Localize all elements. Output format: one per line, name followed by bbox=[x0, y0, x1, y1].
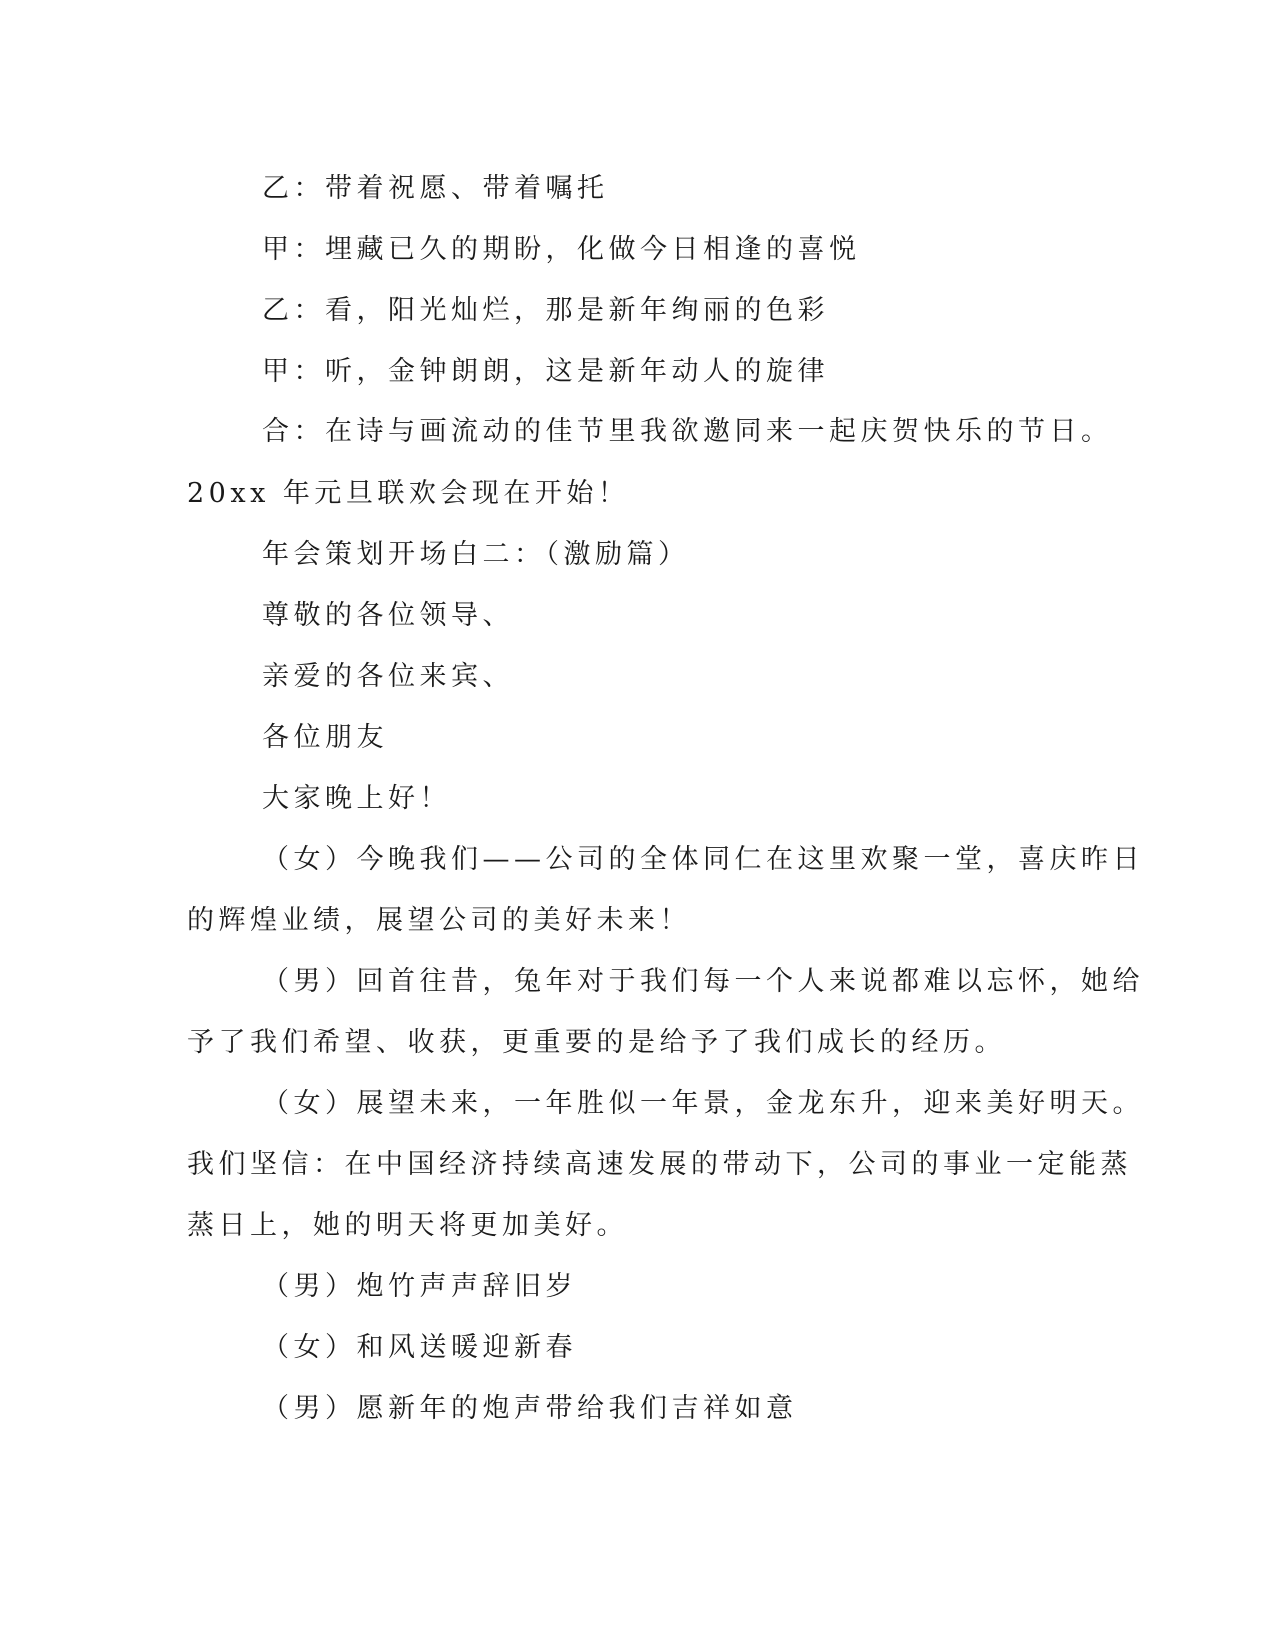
greeting-line: 尊敬的各位领导、 bbox=[262, 600, 514, 631]
dialogue-line-continued: 20xx 年元旦联欢会现在开始！ bbox=[187, 478, 630, 509]
dialogue-line: 甲：埋藏已久的期盼，化做今日相逢的喜悦 bbox=[262, 234, 861, 265]
paragraph-line-continued: 我们坚信：在中国经济持续高速发展的带动下，公司的事业一定能蒸 bbox=[187, 1149, 1132, 1180]
paragraph-line: （男）回首往昔，兔年对于我们每一个人来说都难以忘怀，她给 bbox=[262, 966, 1144, 997]
greeting-line: 大家晚上好！ bbox=[262, 783, 451, 814]
dialogue-line: 合：在诗与画流动的佳节里我欲邀同来一起庆贺快乐的节日。 bbox=[262, 416, 1113, 447]
greeting-line: 各位朋友 bbox=[262, 722, 388, 753]
dialogue-line: （女）和风送暖迎新春 bbox=[262, 1332, 577, 1363]
paragraph-line-continued: 的辉煌业绩，展望公司的美好未来！ bbox=[187, 905, 691, 936]
dialogue-line: （男）炮竹声声辞旧岁 bbox=[262, 1271, 577, 1302]
section-heading: 年会策划开场白二：（激励篇） bbox=[262, 539, 690, 570]
dialogue-line: 甲：听，金钟朗朗，这是新年动人的旋律 bbox=[262, 356, 829, 387]
dialogue-line: 乙：看，阳光灿烂，那是新年绚丽的色彩 bbox=[262, 295, 829, 326]
greeting-line: 亲爱的各位来宾、 bbox=[262, 661, 514, 692]
paragraph-line: （女）展望未来，一年胜似一年景，金龙东升，迎来美好明天。 bbox=[262, 1088, 1144, 1119]
paragraph-line-continued: 予了我们希望、收获，更重要的是给予了我们成长的经历。 bbox=[187, 1027, 1006, 1058]
dialogue-line: 乙：带着祝愿、带着嘱托 bbox=[262, 173, 609, 204]
dialogue-line: （男）愿新年的炮声带给我们吉祥如意 bbox=[262, 1393, 798, 1424]
paragraph-line: （女）今晚我们——公司的全体同仁在这里欢聚一堂，喜庆昨日 bbox=[262, 844, 1144, 875]
paragraph-line-continued: 蒸日上，她的明天将更加美好。 bbox=[187, 1210, 628, 1241]
